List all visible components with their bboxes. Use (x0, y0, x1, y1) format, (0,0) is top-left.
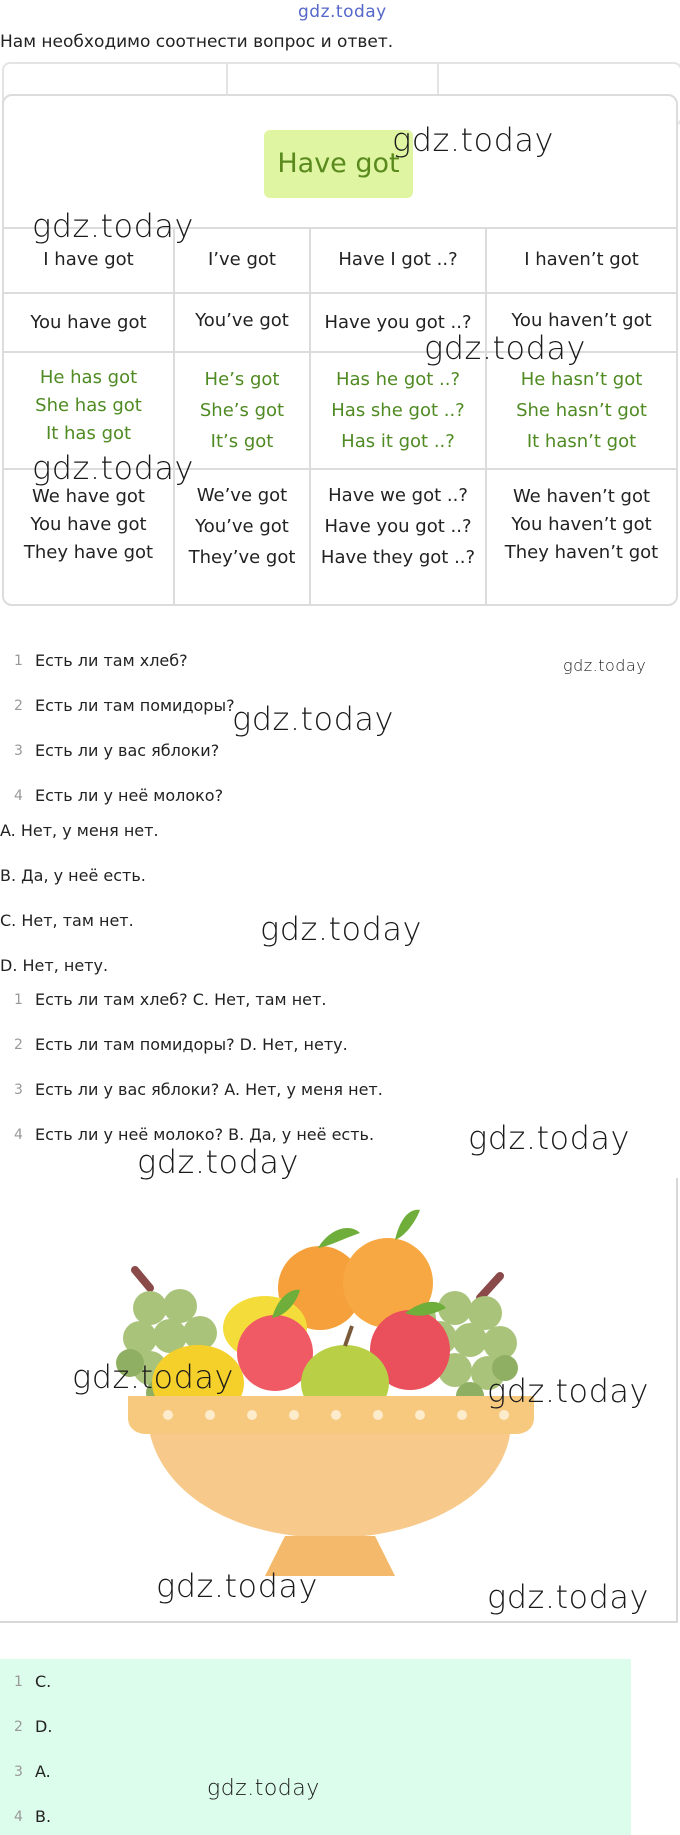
match-item: Есть ли там помидоры? D. Нет, нету. (35, 1035, 348, 1054)
list-number: 1 (14, 1674, 23, 1690)
match-item: Есть ли у неё молоко? B. Да, у неё есть. (35, 1125, 375, 1144)
table-cell: You haven’t got (511, 310, 652, 331)
table-cell: We’ve got You’ve got They’ve got (188, 485, 296, 568)
watermark: gdz.today (32, 449, 194, 487)
intro-text: Нам необходимо соотнести вопрос и ответ. (0, 32, 394, 52)
watermark: gdz.today (392, 121, 554, 159)
list-number: 4 (14, 1809, 23, 1825)
match-item: Есть ли там хлеб? C. Нет, там нет. (35, 990, 327, 1009)
answer-option: C. Нет, там нет. (0, 911, 134, 930)
table-cell: I have got (43, 249, 134, 270)
question-item: Есть ли у неё молоко? (35, 786, 224, 805)
table-header-title: Have got (277, 148, 400, 179)
watermark: gdz.today (468, 1119, 630, 1157)
answers-box (0, 1659, 631, 1835)
table-cell: We haven’t got You haven’t got They haven’t got (504, 486, 659, 563)
table-cell: I’ve got (208, 249, 276, 270)
watermark: gdz.today (260, 910, 422, 948)
watermark: gdz.today (72, 1358, 234, 1396)
table-cell: He has got She has got It has got (35, 367, 142, 444)
list-number: 3 (14, 1082, 23, 1098)
watermark: gdz.today (424, 329, 586, 367)
answer-item: A. (35, 1762, 51, 1781)
answer-option: A. Нет, у меня нет. (0, 821, 159, 840)
match-item: Есть ли у вас яблоки? A. Нет, у меня нет. (35, 1080, 383, 1099)
list-number: 1 (14, 992, 23, 1008)
watermark: gdz.today (137, 1143, 299, 1181)
list-number: 2 (14, 1037, 23, 1053)
watermark: gdz.today (207, 1776, 320, 1801)
table-cell: Have I got ..? (338, 249, 458, 270)
table-divider (2, 292, 678, 294)
answer-option: B. Да, у неё есть. (0, 866, 146, 885)
table-cell: You’ve got (195, 310, 289, 331)
question-item: Есть ли там хлеб? (35, 651, 188, 670)
watermark: gdz.today (563, 656, 647, 675)
answer-option: D. Нет, нету. (0, 956, 109, 975)
table-cell: You have got (30, 312, 147, 333)
table-cell: Have we got ..? Have you got ..? Have they got ..? (320, 485, 476, 568)
list-number: 2 (14, 698, 23, 714)
watermark: gdz.today (156, 1567, 318, 1605)
question-item: Есть ли там помидоры? (35, 696, 235, 715)
watermark: gdz.today (232, 700, 394, 738)
table-cell: I haven’t got (524, 249, 639, 270)
table-cell: We have got You have got They have got (23, 486, 154, 563)
table-cell: He’s got She’s got It’s got (199, 369, 285, 452)
answer-item: C. (35, 1672, 52, 1691)
watermark: gdz.today (32, 207, 194, 245)
table-cell: He hasn’t got She hasn’t got It hasn’t got (516, 369, 647, 452)
list-number: 3 (14, 743, 23, 759)
answer-item: B. (35, 1807, 52, 1826)
table-cell: Have you got ..? (324, 312, 472, 333)
list-number: 3 (14, 1764, 23, 1780)
list-number: 2 (14, 1719, 23, 1735)
watermark-top: gdz.today (298, 2, 387, 22)
list-number: 4 (14, 1127, 23, 1143)
watermark: gdz.today (487, 1578, 649, 1616)
list-number: 4 (14, 788, 23, 804)
list-number: 1 (14, 653, 23, 669)
watermark: gdz.today (487, 1372, 649, 1410)
question-item: Есть ли у вас яблоки? (35, 741, 220, 760)
table-cell: Has he got ..? Has she got ..? Has it got ..? (331, 369, 465, 452)
answer-item: D. (35, 1717, 53, 1736)
